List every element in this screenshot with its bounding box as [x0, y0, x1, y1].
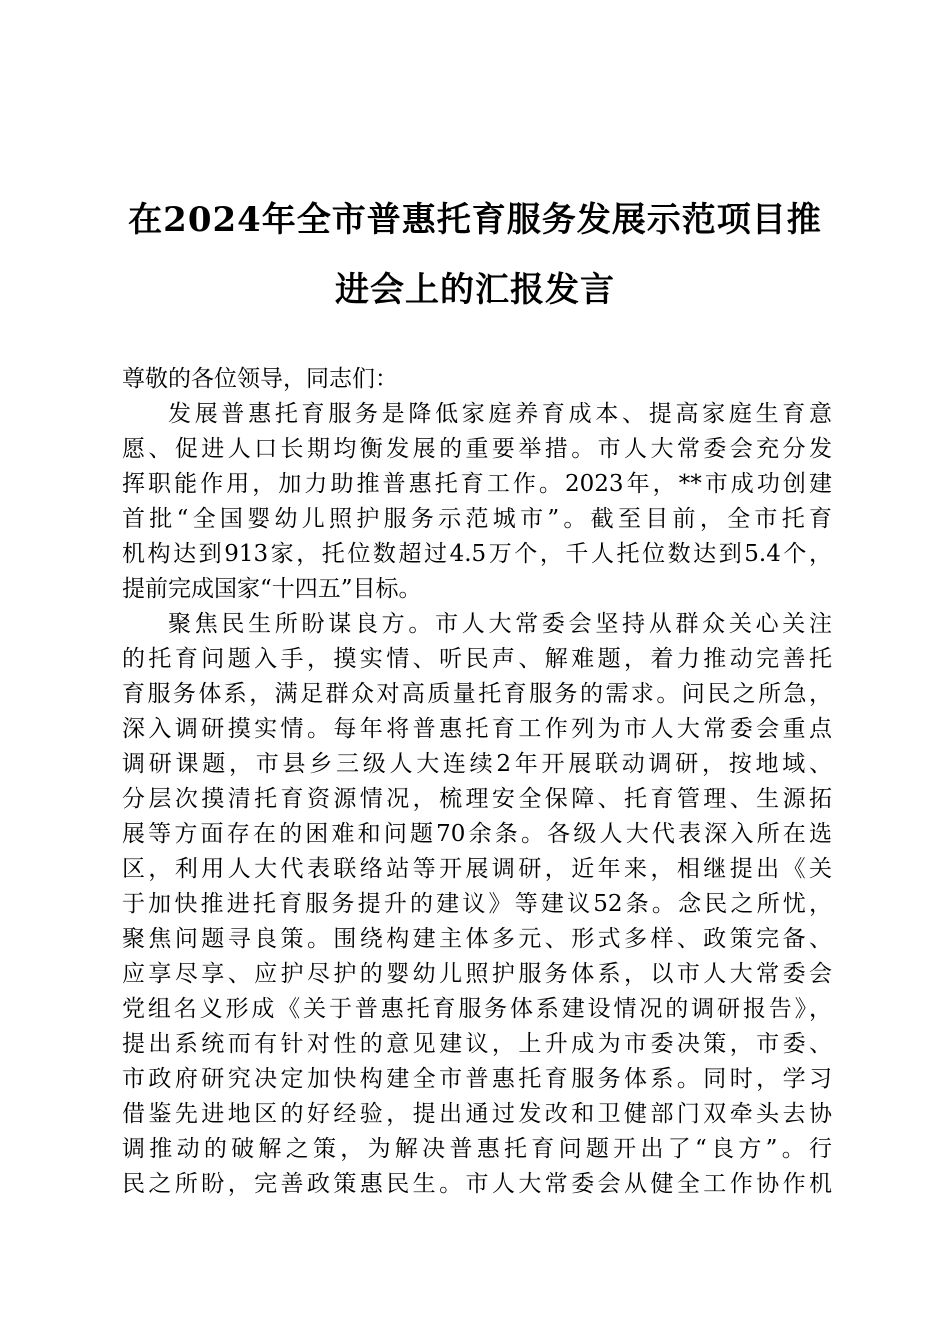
document-body [122, 362, 832, 1202]
paragraph-line: 调推动的破解之策，为解决普惠托育问题开出了“良方”。行 [122, 1136, 832, 1162]
paragraph-line: 机构达到913家，托位数超过4.5万个，千人托位数达到5.4个， [122, 541, 832, 567]
paragraph-line: 党组名义形成《关于普惠托育服务体系建设情况的调研报告》， [122, 996, 832, 1022]
paragraph-line: 聚焦问题寻良策。围绕构建主体多元、形式多样、政策完备、 [122, 926, 832, 952]
paragraph-line: 的托育问题入手，摸实情、听民声、解难题，着力推动完善托 [122, 646, 832, 672]
paragraph-line: 市政府研究决定加快构建全市普惠托育服务体系。同时，学习 [122, 1066, 832, 1092]
paragraph-line: 借鉴先进地区的好经验，提出通过发改和卫健部门双牵头去协 [122, 1101, 832, 1127]
document-title-line-1: 在2024年全市普惠托育服务发展示范项目推 [128, 200, 822, 240]
paragraph-line: 提前完成国家“十四五”目标。 [122, 576, 422, 602]
paragraph-line: 聚焦民生所盼谋良方。市人大常委会坚持从群众关心关注 [168, 611, 832, 637]
paragraph-line: 育服务体系，满足群众对高质量托育服务的需求。问民之所急， [122, 681, 832, 707]
paragraph-1 [122, 397, 832, 607]
paragraph-line: 区，利用人大代表联络站等开展调研，近年来，相继提出《关 [122, 856, 832, 882]
greeting: 尊敬的各位领导，同志们： [122, 366, 398, 392]
paragraph-line: 发展普惠托育服务是降低家庭养育成本、提高家庭生育意 [168, 401, 832, 427]
paragraph-2 [122, 607, 832, 1202]
document-title-line-2: 进会上的汇报发言 [335, 270, 615, 310]
paragraph-line: 民之所盼，完善政策惠民生。市人大常委会从健全工作协作机 [122, 1171, 832, 1197]
paragraph-line: 愿、促进人口长期均衡发展的重要举措。市人大常委会充分发 [122, 436, 832, 462]
paragraph-line: 分层次摸清托育资源情况，梳理安全保障、托育管理、生源拓 [122, 786, 832, 812]
paragraph-line: 挥职能作用，加力助推普惠托育工作。2023年，**市成功创建 [122, 471, 832, 497]
paragraph-line: 提出系统而有针对性的意见建议，上升成为市委决策，市委、 [122, 1031, 832, 1057]
paragraph-line: 调研课题，市县乡三级人大连续2年开展联动调研，按地域、 [122, 751, 832, 777]
paragraph-line: 应享尽享、应护尽护的婴幼儿照护服务体系，以市人大常委会 [122, 961, 832, 987]
paragraph-line: 深入调研摸实情。每年将普惠托育工作列为市人大常委会重点 [122, 716, 832, 742]
paragraph-line: 于加快推进托育服务提升的建议》等建议52条。念民之所忧， [122, 891, 832, 917]
paragraph-line: 展等方面存在的困难和问题70余条。各级人大代表深入所在选 [122, 821, 832, 847]
paragraph-line: 首批“全国婴幼儿照护服务示范城市”。截至目前，全市托育 [122, 506, 832, 532]
